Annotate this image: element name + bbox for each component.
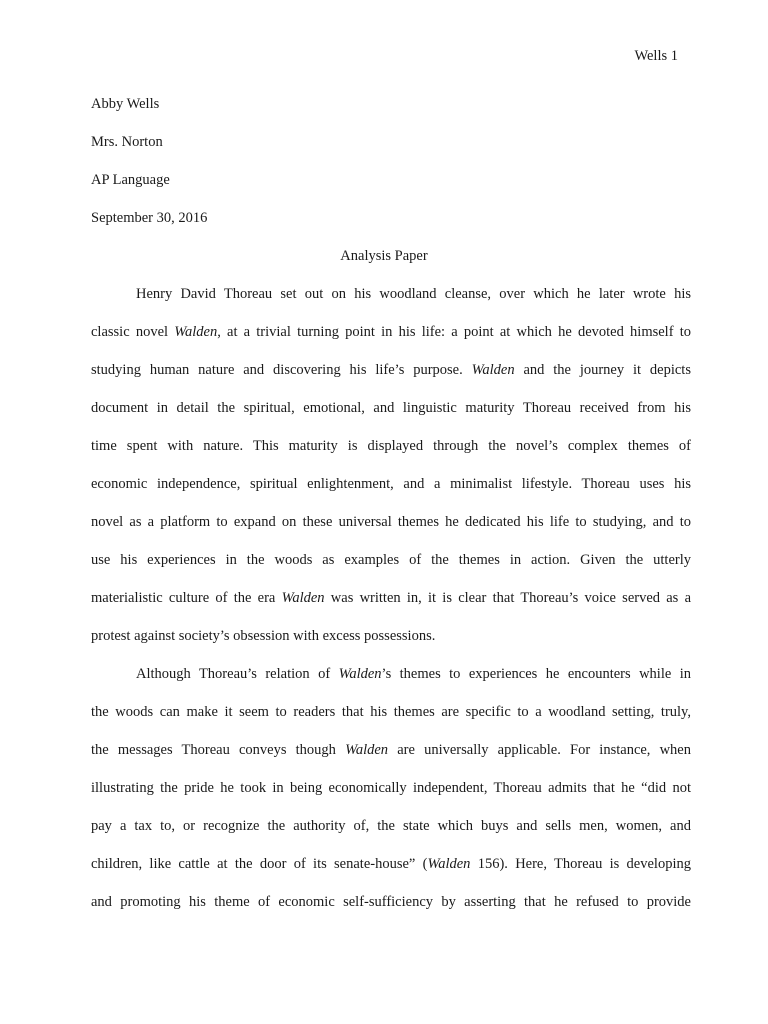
book-title: Walden [471, 362, 515, 378]
paper-date: September 30, 2016 [91, 210, 208, 226]
book-title: Walden [281, 590, 325, 606]
text-line [91, 740, 691, 778]
paragraph [91, 664, 691, 930]
text-line [91, 892, 691, 930]
text-run: economic independence, spiritual enlightenment, and a minimalist lifestyle. Thoreau uses his [91, 476, 691, 492]
paper-body [91, 284, 691, 930]
text-run: Henry David Thoreau set out on his woodland cleanse, over which he later wrote his [136, 286, 691, 302]
text-run: illustrating the pride he took in being economically independent, Thoreau admits that he “did not [91, 780, 691, 796]
text-line [91, 664, 691, 702]
paper-title: Analysis Paper [340, 248, 428, 264]
text-line [91, 360, 691, 398]
book-title: Walden [345, 742, 389, 758]
text-run: children, like cattle at the door of its senate-house” ( [91, 856, 428, 872]
book-title: Walden [174, 324, 218, 340]
running-head: Wells 1 [634, 48, 678, 64]
text-run: and promoting his theme of economic self-sufficiency by asserting that he refused to provide [91, 894, 691, 910]
text-run: materialistic culture of the era [91, 590, 282, 606]
mla-heading [91, 94, 207, 246]
text-run: are universally applicable. For instance, when [388, 742, 691, 758]
student-name: Abby Wells [91, 96, 160, 112]
text-line [91, 474, 691, 512]
text-run: novel as a platform to expand on these universal themes he dedicated his life to studying, and to [91, 514, 691, 530]
text-run: use his experiences in the woods as examples of the themes in action. Given the utterly [91, 552, 691, 568]
text-run: 156). Here, Thoreau is developing [470, 856, 691, 872]
text-run: the woods can make it seem to readers that his themes are specific to a woodland setting, truly, [91, 704, 691, 720]
text-line [91, 284, 691, 322]
text-run: document in detail the spiritual, emotional, and linguistic maturity Thoreau received from his [91, 400, 691, 416]
course-name: AP Language [91, 172, 170, 188]
teacher-name: Mrs. Norton [91, 134, 163, 150]
text-line [91, 778, 691, 816]
text-run: pay a tax to, or recognize the authority of, the state which buys and sells men, women, and [91, 818, 691, 834]
text-line [91, 816, 691, 854]
text-line [91, 436, 691, 474]
text-run: was written in, it is clear that Thoreau’s voice served as a [324, 590, 691, 606]
book-title: Walden [338, 666, 382, 682]
text-run: time spent with nature. This maturity is displayed through the novel’s complex themes of [91, 438, 691, 454]
text-run: ’s themes to experiences he encounters while in [381, 666, 691, 682]
text-run: classic novel [91, 324, 175, 340]
paragraph [91, 284, 691, 664]
text-line [91, 702, 691, 740]
text-run: protest against society’s obsession with excess possessions. [91, 628, 436, 644]
text-run: and the journey it depicts [514, 362, 691, 378]
text-line [91, 626, 691, 664]
text-line [91, 854, 691, 892]
text-run: Although Thoreau’s relation of [136, 666, 339, 682]
text-line [91, 398, 691, 436]
text-line [91, 550, 691, 588]
book-title: Walden [427, 856, 471, 872]
text-line [91, 588, 691, 626]
text-line [91, 322, 691, 360]
text-run: , at a trivial turning point in his life: a point at which he devoted himself to [217, 324, 691, 340]
text-run: the messages Thoreau conveys though [91, 742, 346, 758]
text-run: studying human nature and discovering his life’s purpose. [91, 362, 472, 378]
text-line [91, 512, 691, 550]
